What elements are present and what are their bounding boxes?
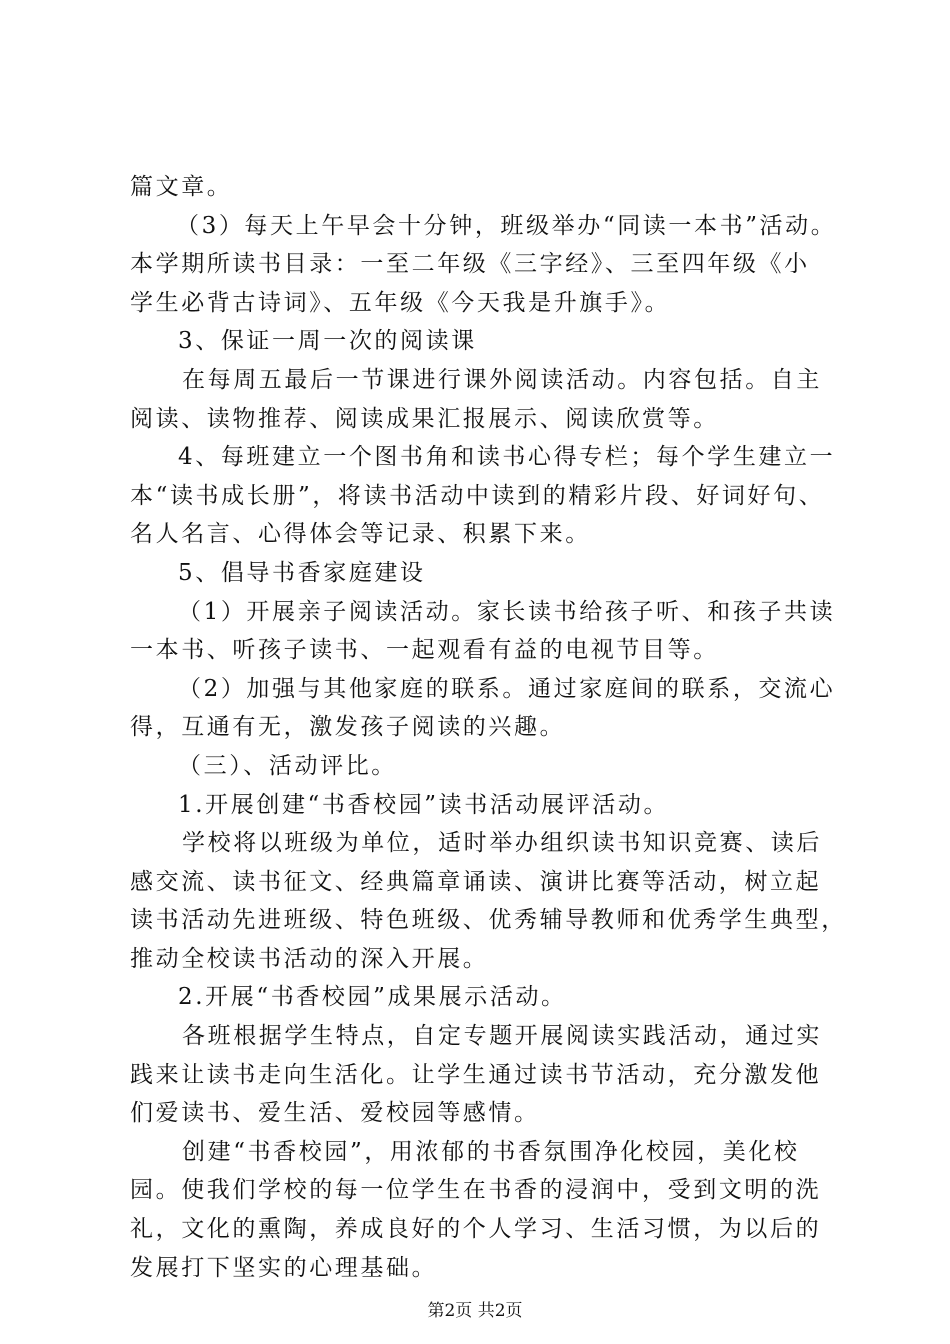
text-line: 读书活动先进班级、特色班级、优秀辅导教师和优秀学生典型，: [130, 907, 847, 934]
text-line: 各班根据学生特点，自定专题开展阅读实践活动，通过实: [182, 1023, 822, 1050]
text-line: 5、倡导书香家庭建设: [178, 559, 426, 586]
text-line: 得，互通有无，激发孩子阅读的兴趣。: [130, 714, 566, 741]
text-line: 礼，文化的熏陶，养成良好的个人学习、生活习惯，为以后的: [130, 1216, 822, 1243]
text-line: 学校将以班级为单位，适时举办组织读书知识竞赛、读后: [182, 830, 822, 857]
text-line: 感交流、读书征文、经典篇章诵读、演讲比赛等活动，树立起: [130, 868, 822, 895]
text-line: （2）加强与其他家庭的联系。通过家庭间的联系，交流心: [178, 675, 836, 702]
text-line: 阅读、读物推荐、阅读成果汇报展示、阅读欣赏等。: [130, 405, 719, 432]
text-line: 在每周五最后一节课进行课外阅读活动。内容包括。自主: [182, 366, 822, 393]
text-line: 践来让读书走向生活化。让学生通过读书节活动，充分激发他: [130, 1061, 822, 1088]
text-line: 4、每班建立一个图书角和读书心得专栏；每个学生建立一: [178, 444, 836, 471]
text-line: 篇文章。: [130, 174, 233, 200]
page-number-footer: 第2页 共2页: [427, 1301, 523, 1321]
text-line: 本“读书成长册”，将读书活动中读到的精彩片段、好词好句、: [130, 482, 825, 509]
text-line: 名人名言、心得体会等记录、积累下来。: [130, 521, 591, 548]
text-line: 学生必背古诗词》、五年级《今天我是升旗手》。: [130, 289, 671, 316]
text-line: （1）开展亲子阅读活动。家长读书给孩子听、和孩子共读: [178, 598, 836, 625]
text-line: （三）、活动评比。: [178, 752, 397, 779]
text-line: 园。使我们学校的每一位学生在书香的浸润中，受到文明的洗: [130, 1177, 822, 1204]
text-line: 一本书、听孩子读书、一起观看有益的电视节目等。: [130, 637, 719, 664]
text-line: 推动全校读书活动的深入开展。: [130, 945, 489, 972]
text-line: 创建“书香校园”，用浓郁的书香氛围净化校园，美化校: [182, 1138, 800, 1165]
text-line: 们爱读书、爱生活、爱校园等感情。: [130, 1100, 540, 1127]
text-line: 2.开展“书香校园”成果展示活动。: [178, 984, 567, 1011]
document-body: [130, 168, 847, 1287]
text-line: 1.开展创建“书香校园”读书活动展评活动。: [178, 791, 670, 818]
text-line: （3）每天上午早会十分钟，班级举办“同读一本书”活动。: [176, 212, 837, 239]
text-line: 发展打下坚实的心理基础。: [130, 1254, 438, 1281]
text-line: 本学期所读书目录：一至二年级《三字经》、三至四年级《小: [130, 251, 810, 278]
text-line: 3、保证一周一次的阅读课: [178, 328, 477, 355]
